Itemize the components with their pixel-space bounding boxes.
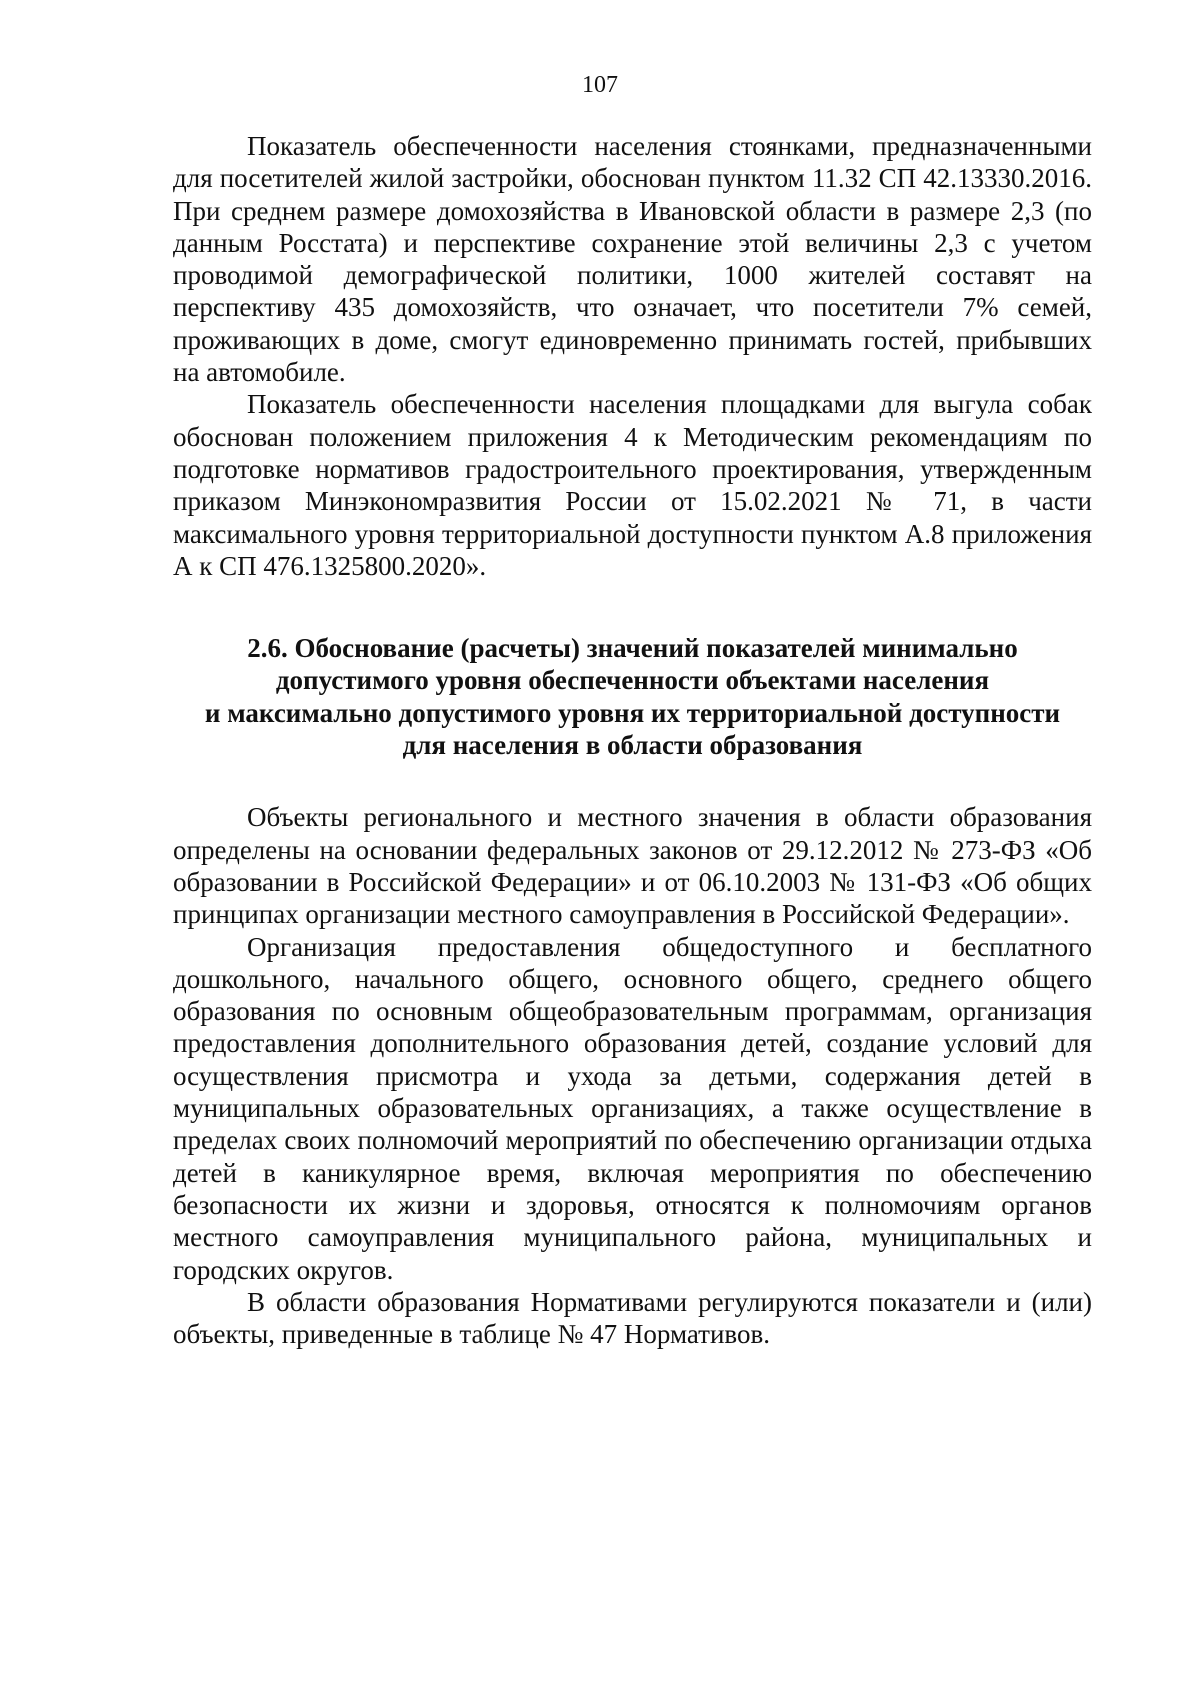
paragraph-education-organization: Организация предоставления общедоступного и бесплатного дошкольного, начального общего, основного общего, среднего общего образования по основным общеобразовательным программам, организация предоставления дополнительного образования детей, создание условий для осуществления присмотра и ухода за детьми, содержания детей в муниципальных образовательных организациях, а также осуществление в пределах своих полномочий мероприятий по обеспечению организации отдыха детей в каникулярное время, включая мероприятия по обеспечению безопасности их жизни и здоровья, относятся к полномочиям органов местного самоуправления муниципального района, муниципальных и городских округов.: [173, 931, 1092, 1285]
paragraph-dog-areas-indicator: Показатель обеспеченности населения площадками для выгула собак обоснован положением приложения 4 к Методическим рекомендациям по подготовке нормативов градостроительного проектирования, утвержденным приказом Минэкономразвития России от 15.02.2021 № 71, в части максимального уровня территориальной доступности пунктом А.8 приложения А к СП 476.1325800.2020».: [173, 389, 1092, 581]
paragraph-education-objects: Объекты регионального и местного значения в области образования определены на основании федеральных законов от 29.12.2012 № 273-ФЗ «Об образовании в Российской Федерации» и от 06.10.2003 № 131-ФЗ «Об общих принципах организации местного самоуправления в Российской Федерации».: [173, 802, 1092, 930]
page-number: 107: [582, 72, 618, 98]
paragraph-education-regulation: В области образования Нормативами регулируются показатели и (или) объекты, приведенные в таблице № 47 Нормативов.: [173, 1286, 1092, 1350]
heading-line: 2.6. Обоснование (расчеты) значений показателей минимально: [247, 633, 1018, 664]
heading-line: и максимально допустимого уровня их территориальной доступности: [204, 697, 1061, 728]
section-heading-2-6: [173, 632, 1092, 761]
paragraph-parking-indicator: Показатель обеспеченности населения стоянками, предназначенными для посетителей жилой застройки, обоснован пунктом 11.32 СП 42.13330.2016. При среднем размере домохозяйства в Ивановской области в размере 2,3 (по данным Росстата) и перспективе сохранение этой величины 2,3 с учетом проводимой демографической политики, 1000 жителей составят на перспективу 435 домохозяйств, что означает, что посетители 7% семей, проживающих в доме, смогут единовременно принимать гостей, прибывших на автомобиле.: [173, 131, 1092, 388]
heading-line: допустимого уровня обеспеченности объектами населения: [275, 665, 990, 696]
heading-line: для населения в области образования: [402, 730, 863, 761]
document-body: [173, 130, 1092, 1350]
